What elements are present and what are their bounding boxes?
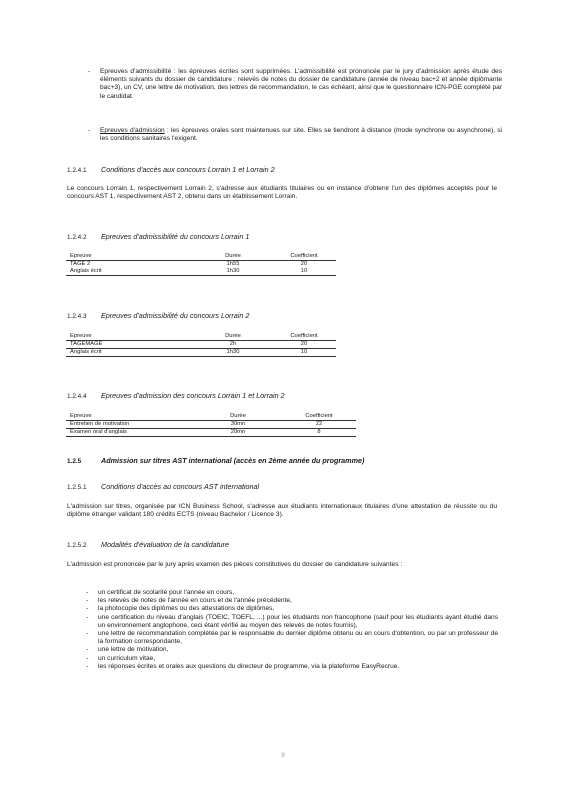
heading-1241 [67, 165, 275, 174]
list-item: - la photocopie des diplômes ou des attestations de diplômes, [86, 605, 275, 613]
list-item: - une certification du niveau d'anglais (TOEIC, TOEFL, ...) pour les étudiants non francophone (sauf pour les étudiants ayant étudié dans un environnement anglophone, ceci étant vérifié au moyen des relevés de notes fournis), [86, 613, 498, 629]
bullet-admission [88, 127, 502, 143]
table-row: TAGE 2 1h55 20 [70, 261, 308, 267]
table-row: Entretien de motivation 30mn 22 [66, 421, 356, 429]
heading-title: Epreuves d'admissibilité du concours Lorrain 1 [101, 232, 250, 241]
heading-number: 1.2.4.2 [67, 234, 87, 241]
paragraph-1241: Le concours Lorrain 1, respectivement Lorrain 2, s'adresse aux étudiants titulaires ou en instance d'obtenir l'un des diplômes acceptés pour le concours AST 1, respectivement AST 2, obtenu dans un établissement Lorrain. [67, 185, 497, 201]
list-item: - les réponses écrites et orales aux questions du directeur de programme, via la plateforme EasyRecrue. [86, 662, 400, 670]
table-1243 [66, 333, 336, 357]
list-item: - un certificat de scolarité pour l'année en cours, [86, 589, 235, 596]
col-header: Coefficient [272, 333, 336, 341]
heading-title: Modalités d'évaluation de la candidature [101, 540, 230, 549]
table-row: TAGEMAGE 2h 20 [66, 341, 336, 349]
heading-number: 1.2.4.1 [67, 167, 87, 174]
page-number: 9 [281, 752, 285, 759]
bullet-lead: Epreuves d'admission [100, 127, 165, 134]
bullet-dash: - [88, 127, 91, 134]
table-row: Anglais écrit 1h30 10 [66, 349, 336, 357]
heading-1243 [67, 311, 249, 320]
col-header: Epreuve [66, 413, 194, 421]
table-row: Anglais écrit 1h30 10 [66, 268, 336, 276]
heading-title: Conditions d'accès au concours AST international [101, 482, 260, 491]
heading-number: 1.2.4.3 [67, 313, 87, 320]
col-header: Coefficient [272, 253, 336, 261]
table-1242 [66, 253, 336, 276]
heading-1251 [67, 482, 259, 491]
list-item: - une lettre de motivation, [86, 646, 169, 654]
heading-125 [67, 456, 364, 465]
paragraph-1251: L'admission sur titres, organisée par ICN Business School, s'adresse aux étudiants internationaux titulaires d'une attestation de réussite ou du diplôme étranger validant 180 crédits ECTS (niveau Bachelor / Licence 3). [67, 503, 497, 519]
heading-1244 [67, 391, 285, 400]
heading-title: Admission sur titres AST international (accès en 2ème année du programme) [101, 456, 365, 465]
col-header: Durée [194, 253, 272, 261]
col-header: Durée [194, 333, 272, 341]
heading-number: 1.2.4.4 [67, 393, 87, 400]
bullet-admissibilite [88, 68, 502, 101]
heading-number: 1.2.5.1 [67, 484, 87, 491]
col-header: Coefficient [282, 413, 356, 421]
col-header: Epreuve [66, 333, 194, 341]
col-header: Durée [194, 413, 282, 421]
paragraph-1252-intro: L'admission est prononcée par le jury après examen des pièces constitutives du dossier de candidature suivantes : [67, 561, 403, 568]
heading-title: Epreuves d'admission des concours Lorrain 1 et Lorrain 2 [101, 391, 285, 400]
bullet-lead: Epreuves d'admissibilité [100, 68, 172, 75]
heading-1242 [67, 232, 249, 241]
bullet-text: : les épreuves écrites sont supprimées. L'admissibilité est prononcée par le jury d'admission après étude des éléments suivants du dossier de candidature : relevés de notes du dossier de candidature (année de niveau bac+2 et année diplômante bac+3), un CV, une lettre de motivation, des lettres de recommandation, le cas échéant, ainsi que le questionnaire ICN-PGE complété par le candidat. [100, 68, 503, 100]
heading-number: 1.2.5.2 [67, 542, 87, 549]
heading-number: 1.2.5 [67, 458, 82, 465]
heading-title: Epreuves d'admissibilité du concours Lorrain 2 [101, 311, 250, 320]
list-item: - un curriculum vitae, [86, 654, 156, 662]
document-list [86, 589, 498, 671]
table-1244 [66, 413, 356, 437]
col-header: Epreuve [66, 253, 194, 261]
table-row: Examen oral d'anglais 20mn 8 [66, 429, 356, 437]
list-item: - les relevés de notes de l'année en cours et de l'année précédente, [86, 597, 292, 605]
heading-title: Conditions d'accès aux concours Lorrain 1 et Lorrain 2 [101, 165, 275, 174]
bullet-text: : les épreuves orales sont maintenues sur site. Elles se tiendront à distance (mode synchrone ou asynchrone), si les conditions sanitaires l'exigent. [100, 127, 502, 143]
bullet-dash: - [88, 68, 91, 75]
list-item: - une lettre de recommandation complétée par le responsable du dernier diplôme obtenu ou en cours d'obtention, ou par un professeur de la formation correspondante, [86, 630, 498, 646]
heading-1252 [67, 540, 229, 549]
